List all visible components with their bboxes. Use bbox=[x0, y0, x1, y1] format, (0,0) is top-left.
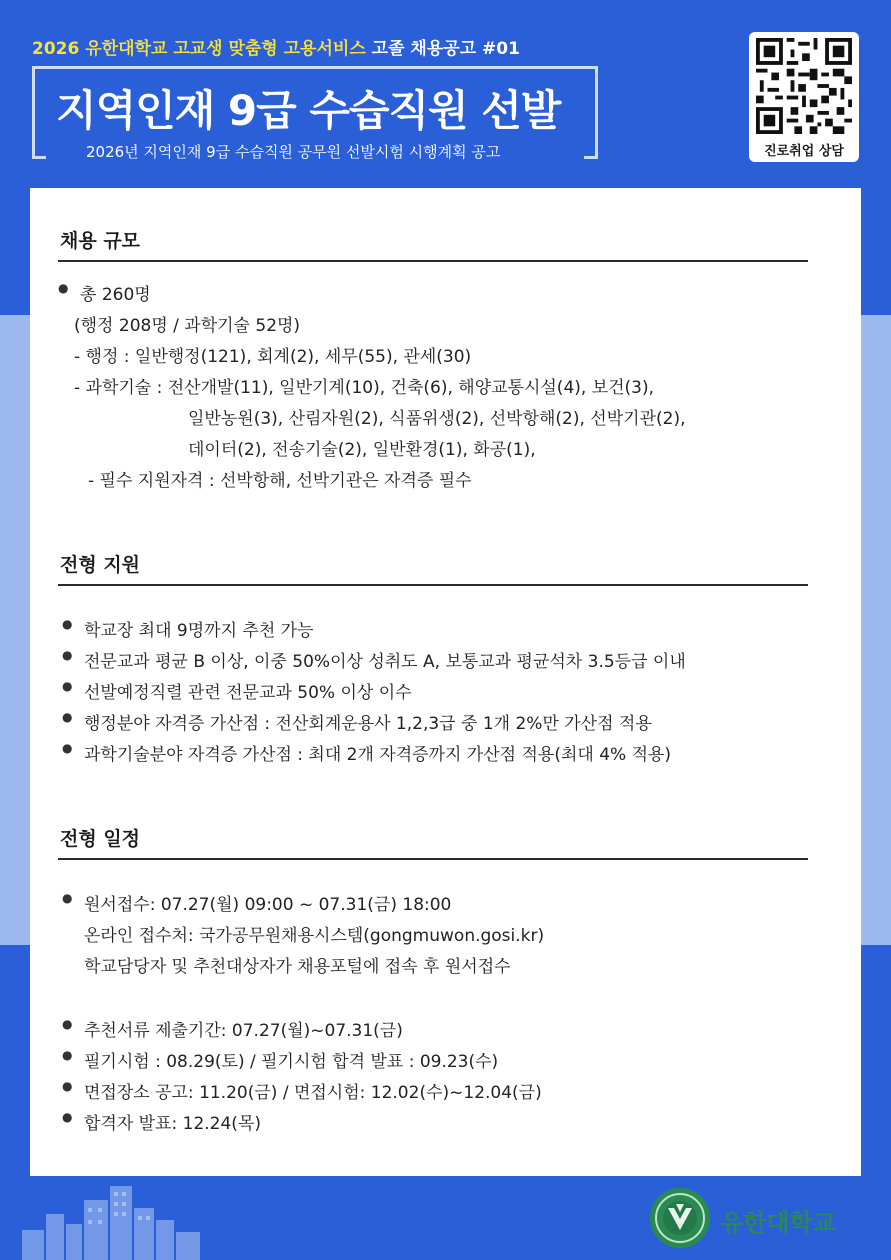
list-item: ● 합격자 발표: 12.24(목) bbox=[84, 1109, 261, 1134]
list-item: - 행정 : 일반행정(121), 회계(2), 세무(55), 관세(30) bbox=[74, 347, 472, 367]
list-item: ● 과학기술분야 자격증 가산점 : 최대 2개 자격증까지 가산점 적용(최대 4% 적용) bbox=[84, 740, 671, 765]
section-recruitment-scale bbox=[58, 226, 834, 262]
list-item: 일반농원(3), 산림자원(2), 식품위생(2), 선박항해(2), 선박기관(2), bbox=[188, 409, 686, 429]
university-name: 유한대학교 bbox=[720, 1209, 836, 1237]
section-title: 전형 지원 bbox=[60, 554, 141, 576]
list-item: ● 추천서류 제출기간: 07.27(월)~07.31(금) bbox=[84, 1016, 403, 1041]
list-item: ● 원서접수: 07.27(월) 09:00 ~ 07.31(금) 18:00 bbox=[84, 890, 451, 915]
section-title: 전형 일정 bbox=[60, 828, 141, 850]
section-schedule bbox=[58, 824, 834, 860]
header-tagline bbox=[32, 34, 520, 59]
page-subtitle: 2026년 지역인재 9급 수습직원 공무원 선발시험 시행계획 공고 bbox=[86, 143, 501, 161]
list-item: ● 전문교과 평균 B 이상, 이중 50%이상 성취도 A, 보통교과 평균석차 3.5등급 이내 bbox=[84, 647, 686, 672]
qr-card[interactable] bbox=[749, 32, 859, 162]
city-skyline-icon bbox=[22, 1180, 202, 1260]
university-emblem-icon bbox=[648, 1186, 712, 1250]
page-title: 지역인재 9급 수습직원 선발 bbox=[56, 86, 561, 135]
list-item: ● 총 260명 bbox=[80, 280, 151, 305]
tagline-rest: 고졸 채용공고 #01 bbox=[371, 39, 520, 59]
section-divider bbox=[58, 584, 808, 586]
section-divider bbox=[58, 260, 808, 262]
list-item: (행정 208명 / 과학기술 52명) bbox=[74, 316, 301, 336]
qr-label: 진로취업 상담 bbox=[764, 144, 844, 159]
list-item: 데이터(2), 전송기술(2), 일반환경(1), 화공(1), bbox=[188, 440, 536, 460]
list-item: 학교담당자 및 추천대상자가 채용포털에 접속 후 원서접수 bbox=[84, 957, 511, 977]
list-item: ● 면접장소 공고: 11.20(금) / 면접시험: 12.02(수)~12.04(금) bbox=[84, 1078, 542, 1103]
list-item: ● 행정분야 자격증 가산점 : 전산회계운용사 1,2,3급 중 1개 2%만 가산점 적용 bbox=[84, 709, 652, 734]
list-item: - 과학기술 : 전산개발(11), 일반기계(10), 건축(6), 해양교통시설(4), 보건(3), bbox=[74, 378, 655, 398]
qr-code-icon[interactable] bbox=[756, 38, 852, 134]
content-card bbox=[30, 188, 861, 1176]
tagline-highlight: 2026 유한대학교 고교생 맞춤형 고용서비스 bbox=[32, 39, 366, 59]
section-divider bbox=[58, 858, 808, 860]
list-item: ● 학교장 최대 9명까지 추천 가능 bbox=[84, 616, 314, 641]
list-item: ● 필기시험 : 08.29(토) / 필기시험 합격 발표 : 09.23(수) bbox=[84, 1047, 498, 1072]
list-item: ● 선발예정직렬 관련 전문교과 50% 이상 이수 bbox=[84, 678, 412, 703]
list-item: 온라인 접수처: 국가공무원채용시스템(gongmuwon.gosi.kr) bbox=[84, 926, 545, 946]
section-application bbox=[58, 550, 834, 586]
section-title: 채용 규모 bbox=[60, 230, 141, 252]
list-item: - 필수 지원자격 : 선박항해, 선박기관은 자격증 필수 bbox=[88, 471, 472, 491]
